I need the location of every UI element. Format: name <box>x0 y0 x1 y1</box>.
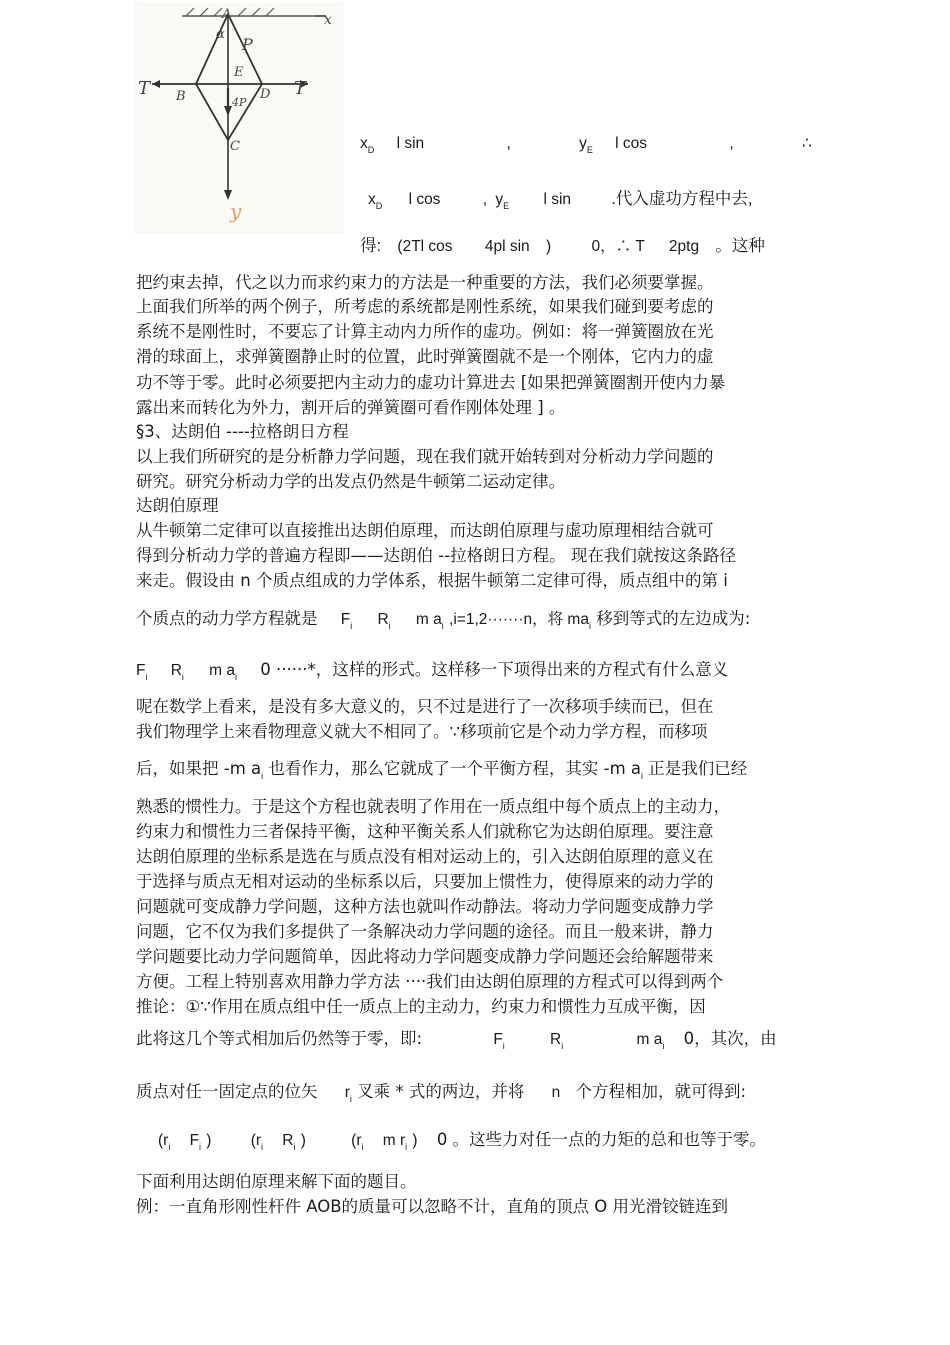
text-line: 学问题要比动力学问题简单，因此将动力学问题变成静力学问题还会给解题带来 <box>136 947 714 966</box>
inertial-force-line: 后，如果把 -m $a_i$ 也看作力，那么它就成了一个平衡方程，其实 -m $a_i$ 正是我们已经 <box>136 759 748 781</box>
label-B: B <box>176 89 186 104</box>
text-line: 从牛顿第二定律可以直接推出达朗伯原理，而达朗伯原理与虚功原理相结合就可 <box>136 521 714 540</box>
label-C: C <box>230 139 240 154</box>
label-E: E <box>234 65 244 80</box>
label-D: D <box>260 87 271 102</box>
text-line: 熟悉的惯性力。于是这个方程也就表明了作用在一质点组中每个质点上的主动力， <box>136 797 730 816</box>
text-line: 方便。工程上特别喜欢用静力学方法 ····我们由达朗伯原理的方程式可以得到两个 <box>136 972 724 991</box>
text-line: 滑的球面上，求弹簧圈静止时的位置，此时弹簧圈就不是一个刚体，它内力的虚 <box>136 347 714 366</box>
dalembert-equation-line: $F_i$ $R_i$ m $a_i$ 0 ······*，这样的形式。这样移一下项得出来的方程式有什么意义 <box>136 660 729 682</box>
newton-equation-line: 个质点的动力学方程就是 $F_i$ $R_i$ m $a_i$ ,i=1,2·······n，将 $ma_i$ 移到等式的左边成为: <box>136 609 751 631</box>
text-line: 约束力和惯性力三者保持平衡，这种平衡关系人们就称它为达朗伯原理。要注意 <box>136 822 714 841</box>
moment-equation-line: ($r_i$ $F_i$ ) ($r_i$ $R_i$ ) ($r_i$ m $r_i$ ) 0 。这些力对任一点的力矩的总和也等于零。 <box>158 1130 767 1152</box>
text-line: 推论：①∵作用在质点组中任一质点上的主动力，约束力和惯性力互成平衡，因 <box>136 997 706 1016</box>
label-A: A <box>222 7 232 22</box>
label-4P: 4P <box>232 96 247 109</box>
rhombus-force-diagram <box>134 2 344 234</box>
text-line: 系统不是刚性时，不要忘了计算主动内力所作的虚功。例如：将一弹簧圈放在光 <box>136 322 714 341</box>
text-line: 问题就可变成静力学问题，这种方法也就叫作动静法。将动力学问题变成静力学 <box>136 897 714 916</box>
text-line: 以上我们所研究的是分析静力学问题，现在我们就开始转到对分析动力学问题的 <box>136 447 714 466</box>
text-line: 我们物理学上来看物理意义就大不相同了。∵移项前它是个动力学方程，而移项 <box>136 722 708 741</box>
text-line: 达朗伯原理的坐标系是选在与质点没有相对运动上的，引入达朗伯原理的意义在 <box>136 847 714 866</box>
label-alpha: α <box>216 27 225 42</box>
position-vector-line: 质点对任一固定点的位矢 $r_i$ 叉乘 * 式的两边，并将 n 个方程相加，就可得到: <box>136 1082 747 1104</box>
text-line: 于选择与质点无相对运动的坐标系以后，只要加上惯性力，使得原来的动力学的 <box>136 872 714 891</box>
text-line: 呢在数学上看来，是没有多大意义的，只不过是进行了一次移项手续而已，但在 <box>136 697 714 716</box>
eq-row3: 得: (2Tl cos 4pl sin ) 0，∴ T 2ptg 。这种 <box>360 237 765 255</box>
text-line: 例：一直角形刚性杆件 AOB的质量可以忽略不计，直角的顶点 O 用光滑铰链连到 <box>136 1197 729 1216</box>
label-P: P <box>242 35 253 54</box>
section-heading: §3、达朗伯 ----拉格朗日方程 <box>136 422 349 441</box>
text-line: 来走。假设由 n 个质点组成的力学体系，根据牛顿第二定律可得，质点组中的第 i <box>136 571 728 590</box>
label-x: x <box>324 12 332 28</box>
text-line: 问题，它不仅为我们多提供了一条解决动力学问题的途径。而且一般来讲，静力 <box>136 922 714 941</box>
label-T-left: T <box>138 78 151 99</box>
eq-row2: $x_D$ l cos , $y_E$ l sin .代入虚功方程中去, <box>368 190 753 211</box>
subsection-heading: 达朗伯原理 <box>136 496 219 515</box>
text-line: 下面利用达朗伯原理来解下面的题目。 <box>136 1172 417 1191</box>
text-line: 把约束去掉，代之以力而求约束力的方法是一种重要的方法，我们必须要掌握。 <box>136 273 714 292</box>
eq-row1: $x_D$ l sin , $y_E$ l cos , ∴ <box>360 135 812 155</box>
text-line: 露出来而转化为外力，割开后的弹簧圈可看作刚体处理 ] 。 <box>136 398 566 417</box>
text-line: 上面我们所举的两个例子，所考虑的系统都是刚性系统，如果我们碰到要考虑的 <box>136 297 714 316</box>
text-line: 研究。研究分析动力学的出发点仍然是牛顿第二运动定律。 <box>136 472 565 491</box>
text-line: 功不等于零。此时必须要把内主动力的虚功计算进去 [如果把弹簧圈割开使内力暴 <box>136 373 726 392</box>
text-line: 得到分析动力学的普遍方程即——达朗伯 --拉格朗日方程。 现在我们就按这条路径 <box>136 546 736 565</box>
label-T-right: T <box>294 78 307 99</box>
sum-equation-line: 此将这几个等式相加后仍然等于零，即: $F_i$ $R_i$ m $a_i$ 0，其次，由 <box>136 1029 777 1051</box>
label-y: y <box>230 199 242 223</box>
